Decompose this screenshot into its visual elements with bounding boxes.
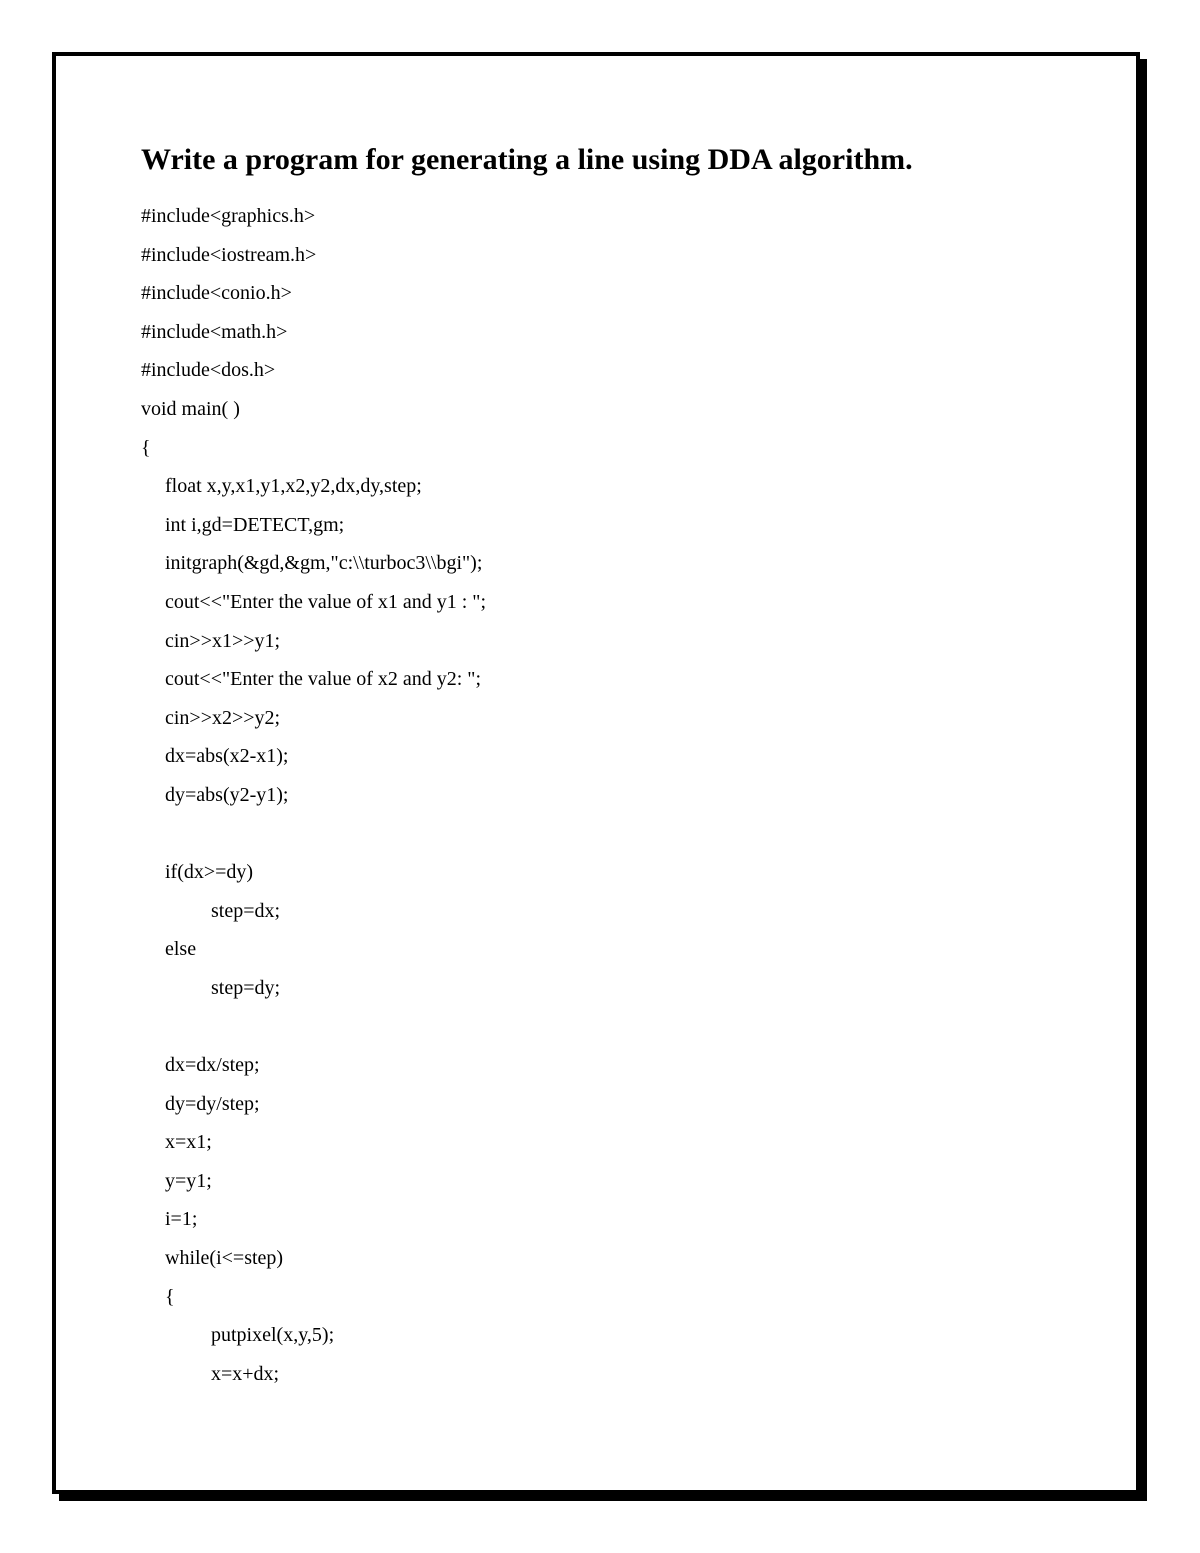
code-line: dy=abs(y2-y1); xyxy=(165,783,289,806)
code-line: { xyxy=(141,436,151,459)
code-line: void main( ) xyxy=(141,397,240,420)
code-line: { xyxy=(165,1285,175,1308)
code-line: cin>>x1>>y1; xyxy=(165,629,281,652)
code-line: dx=dx/step; xyxy=(165,1054,260,1077)
code-line: #include<iostream.h> xyxy=(141,243,317,266)
code-line: y=y1; xyxy=(165,1169,212,1192)
code-line xyxy=(141,1007,486,1046)
code-line: initgraph(&gd,&gm,"c:\\turboc3\\bgi"); xyxy=(165,552,483,575)
code-line: x=x1; xyxy=(165,1131,212,1154)
code-line: cin>>x2>>y2; xyxy=(165,706,281,729)
code-line: putpixel(x,y,5); xyxy=(211,1324,335,1347)
code-line: int i,gd=DETECT,gm; xyxy=(165,513,345,536)
code-listing xyxy=(141,197,486,1393)
code-line: #include<dos.h> xyxy=(141,359,276,382)
code-line: else xyxy=(165,938,197,961)
code-line: #include<graphics.h> xyxy=(141,205,316,227)
code-line: i=1; xyxy=(165,1208,198,1231)
code-line: dy=dy/step; xyxy=(165,1092,260,1115)
code-line xyxy=(141,815,486,854)
code-line: step=dy; xyxy=(211,976,281,999)
code-line: cout<<"Enter the value of x1 and y1 : "; xyxy=(165,590,487,613)
code-line: dx=abs(x2-x1); xyxy=(165,745,289,768)
code-line: cout<<"Enter the value of x2 and y2: "; xyxy=(165,668,482,691)
code-line: #include<conio.h> xyxy=(141,282,292,305)
code-line: #include<math.h> xyxy=(141,320,288,343)
code-line: if(dx>=dy) xyxy=(165,861,254,884)
page-title: Write a program for generating a line using DDA algorithm. xyxy=(141,143,913,176)
code-line: float x,y,x1,y1,x2,y2,dx,dy,step; xyxy=(165,475,422,498)
code-line: step=dx; xyxy=(211,899,281,922)
code-line: while(i<=step) xyxy=(165,1247,284,1270)
code-line: x=x+dx; xyxy=(211,1362,280,1385)
